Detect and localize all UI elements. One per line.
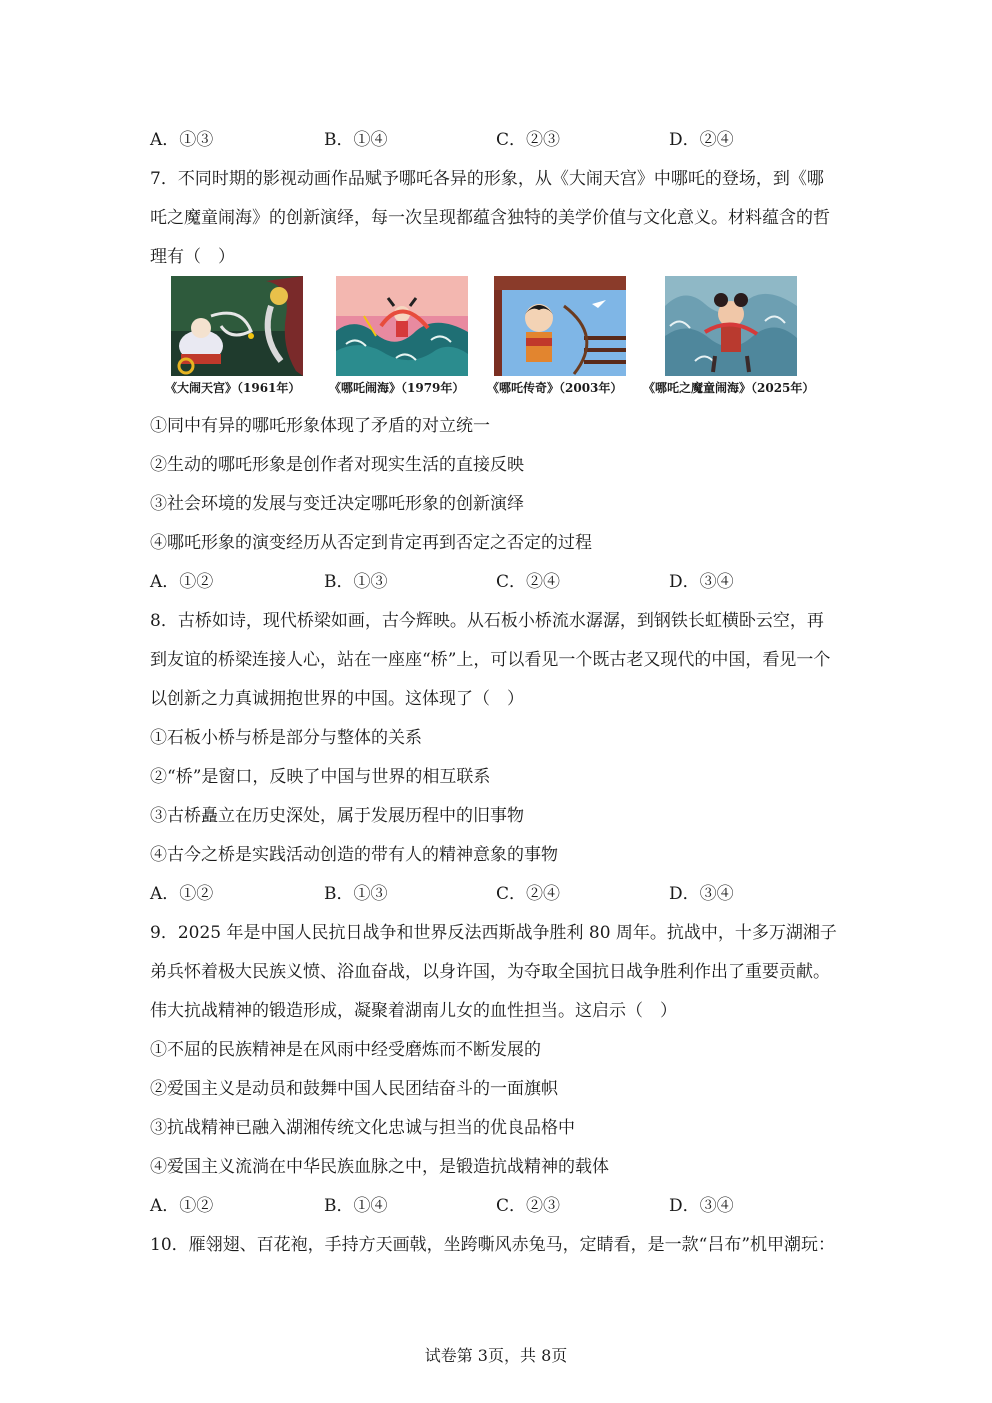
- nezha-figure-row: [165, 276, 845, 400]
- option-b[interactable]: B．①③: [324, 572, 388, 592]
- q9-stem-line: 弟兵怀着极大民族义愤、浴血奋战，以身许国，为夺取全国抗日战争胜利作出了重要贡献。: [150, 962, 830, 982]
- q7-statement: ①同中有异的哪吒形象体现了矛盾的对立统一: [150, 416, 490, 436]
- option-c[interactable]: C．②③: [496, 1196, 561, 1216]
- q9-statement: ②爱国主义是动员和鼓舞中国人民团结奋斗的一面旗帜: [150, 1079, 558, 1099]
- nezha-1979-image: [336, 276, 468, 376]
- q10-stem-line: 10．雁翎翅、百花袍，手持方天画戟，坐跨嘶风赤兔马，定睛看，是一款“吕布”机甲潮玩：: [150, 1235, 836, 1255]
- page-footer: 试卷第 3页，共 8页: [424, 1346, 568, 1365]
- nezha-1961-image: [171, 276, 303, 376]
- q8-stem-line: 以创新之力真诚拥抱世界的中国。这体现了（ ）: [150, 689, 524, 709]
- q7-options: [150, 567, 850, 597]
- q9-statement: ④爱国主义流淌在中华民族血脉之中，是锻造抗战精神的载体: [150, 1157, 609, 1177]
- q7-statement: ②生动的哪吒形象是创作者对现实生活的直接反映: [150, 455, 524, 475]
- q6-options: [150, 125, 850, 155]
- option-b[interactable]: B．①④: [324, 130, 388, 150]
- q9-stem-line: 9．2025 年是中国人民抗日战争和世界反法西斯战争胜利 80 周年。抗战中，十多万湖湘子: [150, 923, 837, 943]
- nezha-2025-image: [665, 276, 797, 376]
- q8-statement: ④古今之桥是实践活动创造的带有人的精神意象的事物: [150, 845, 558, 865]
- q7-statement: ④哪吒形象的演变经历从否定到肯定再到否定之否定的过程: [150, 533, 592, 553]
- q8-stem-line: 8．古桥如诗，现代桥梁如画，古今辉映。从石板小桥流水潺潺，到钢铁长虹横卧云空，再: [150, 611, 824, 631]
- q7-stem-line: 7．不同时期的影视动画作品赋予哪吒各异的形象，从《大闹天宫》中哪吒的登场，到《哪: [150, 169, 824, 189]
- option-c[interactable]: C．②③: [496, 130, 561, 150]
- q9-stem-line: 伟大抗战精神的锻造形成，凝聚着湖南儿女的血性担当。这启示（ ）: [150, 1001, 677, 1021]
- q9-statement: ③抗战精神已融入湖湘传统文化忠诚与担当的优良品格中: [150, 1118, 575, 1138]
- option-d[interactable]: D．②④: [669, 130, 734, 150]
- q7-stem-line: 吒之魔童闹海》的创新演绎，每一次呈现都蕴含独特的美学价值与文化意义。材料蕴含的哲: [150, 208, 830, 228]
- option-c[interactable]: C．②④: [496, 884, 561, 904]
- option-a[interactable]: A．①②: [150, 884, 214, 904]
- figure-caption: 《大闹天宫》（1961年）: [165, 381, 301, 395]
- figure-caption: 《哪吒传奇》（2003年）: [487, 381, 623, 395]
- option-a[interactable]: A．①②: [150, 1196, 214, 1216]
- figure-caption: 《哪吒闹海》（1979年）: [329, 381, 465, 395]
- option-d[interactable]: D．③④: [669, 572, 734, 592]
- q8-stem-line: 到友谊的桥梁连接人心，站在一座座“桥”上，可以看见一个既古老又现代的中国，看见一个: [150, 650, 831, 670]
- nezha-2003-image: [494, 276, 626, 376]
- option-b[interactable]: B．①③: [324, 884, 388, 904]
- q8-statement: ②“桥”是窗口，反映了中国与世界的相互联系: [150, 767, 491, 787]
- q9-options: [150, 1191, 850, 1221]
- q8-statement: ③古桥矗立在历史深处，属于发展历程中的旧事物: [150, 806, 524, 826]
- q7-statement: ③社会环境的发展与变迁决定哪吒形象的创新演绎: [150, 494, 524, 514]
- option-a[interactable]: A．①②: [150, 572, 214, 592]
- option-d[interactable]: D．③④: [669, 884, 734, 904]
- figure-caption: 《哪吒之魔童闹海》（2025年）: [643, 381, 815, 395]
- option-c[interactable]: C．②④: [496, 572, 561, 592]
- option-a[interactable]: A．①③: [150, 130, 214, 150]
- q9-statement: ①不屈的民族精神是在风雨中经受磨炼而不断发展的: [150, 1040, 541, 1060]
- option-b[interactable]: B．①④: [324, 1196, 388, 1216]
- q8-options: [150, 879, 850, 909]
- q7-stem-line: 理有（ ）: [150, 247, 235, 267]
- option-d[interactable]: D．③④: [669, 1196, 734, 1216]
- q8-statement: ①石板小桥与桥是部分与整体的关系: [150, 728, 422, 748]
